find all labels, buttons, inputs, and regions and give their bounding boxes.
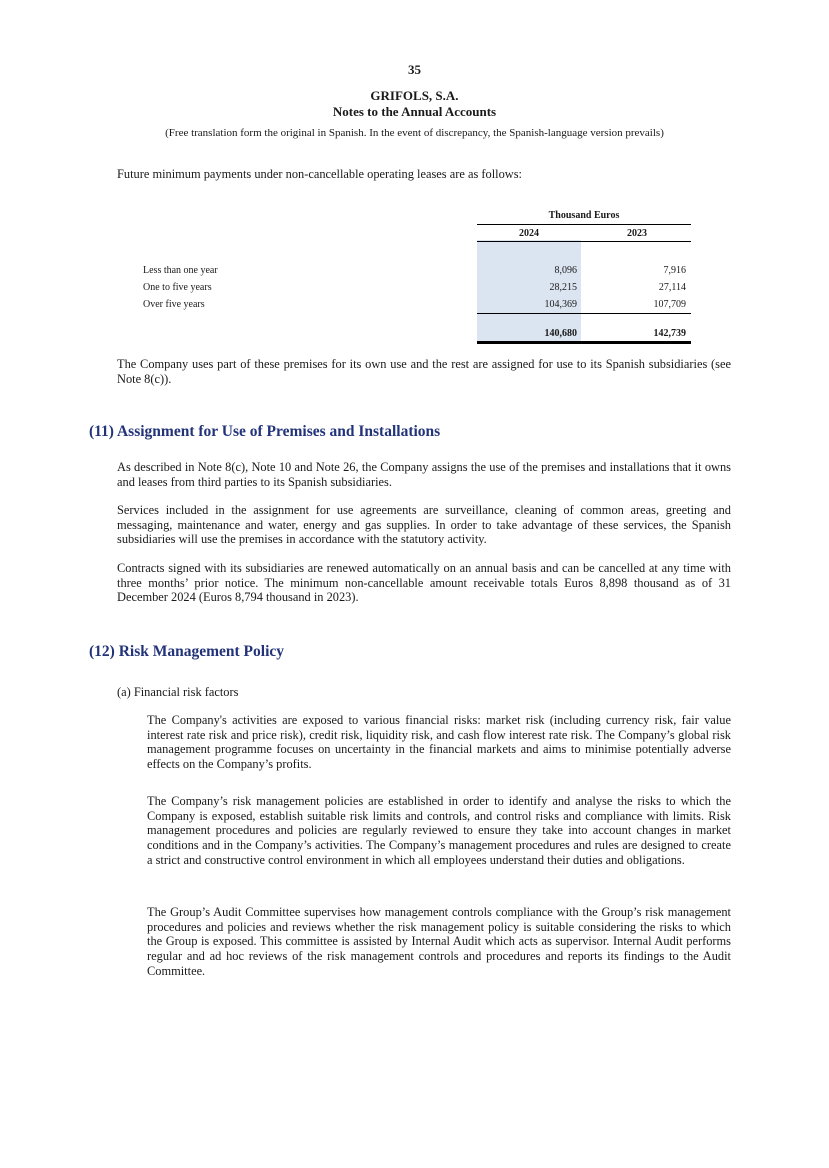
section-11-paragraph: Services included in the assignment for use agreements are surveillance, cleaning of common areas, greeting and messaging, maintenance and water, energy and gas supplies. In order to take advantage of these services, the Spanish subsidiaries will use the premises in accordance with the statutory activity. bbox=[117, 503, 731, 547]
table-cell: 104,369 bbox=[544, 299, 577, 310]
table-row-label: Less than one year bbox=[143, 265, 218, 276]
translation-disclaimer: (Free translation form the original in Spanish. In the event of discrepancy, the Spanish-language version prevails) bbox=[165, 127, 664, 139]
section-12-paragraph: The Company's activities are exposed to various financial risks: market risk (including currency risk, fair value interest rate risk and price risk), credit risk, liquidity risk, and cash flow interest rate risk. The Company’s global risk management programme focuses on uncertainty in the financial markets and aims to minimise potentially adverse effects on the Company’s profits. bbox=[147, 713, 731, 772]
section-11-heading: (11) Assignment for Use of Premises and Installations bbox=[89, 423, 441, 440]
table-rule bbox=[477, 313, 691, 314]
table-cell: 107,709 bbox=[653, 299, 686, 310]
table-row-label: One to five years bbox=[143, 282, 212, 293]
section-11-paragraph: Contracts signed with its subsidiaries are renewed automatically on an annual basis and can be cancelled at any time with three months’ prior notice. The minimum non-cancellable amount receivable totals Euros 8,898 thousand as of 31 December 2024 (Euros 8,794 thousand in 2023). bbox=[117, 561, 731, 605]
lease-intro: Future minimum payments under non-cancellable operating leases are as follows: bbox=[117, 167, 522, 181]
after-table-paragraph: The Company uses part of these premises for its own use and the rest are assigned for use to its Spanish subsidiaries (see Note 8(c)). bbox=[117, 357, 731, 386]
table-rule bbox=[477, 224, 691, 225]
table-row-label: Over five years bbox=[143, 299, 205, 310]
page-number: 35 bbox=[408, 62, 421, 77]
table-cell: 28,215 bbox=[549, 282, 577, 293]
table-unit-header: Thousand Euros bbox=[548, 210, 620, 221]
document-subtitle: Notes to the Annual Accounts bbox=[332, 104, 497, 119]
section-12-paragraph: The Company’s risk management policies are established in order to identify and analyse the risks to which the Company is exposed, establish suitable risk limits and controls, and control risks and compliance with limits. Risk management procedures and policies are regularly reviewed to ensure they take into account changes in market conditions and in the Company’s activities. The Company’s management procedures and rules are designed to create a strict and constructive control environment in which all employees understand their duties and obligations. bbox=[147, 794, 731, 867]
table-total-cell: 142,739 bbox=[653, 328, 686, 339]
company-name: GRIFOLS, S.A. bbox=[370, 88, 459, 103]
table-total-cell: 140,680 bbox=[544, 328, 577, 339]
section-12-heading: (12) Risk Management Policy bbox=[89, 643, 285, 660]
table-total-double-rule bbox=[477, 341, 691, 344]
table-rule bbox=[477, 241, 691, 242]
section-11-paragraph: As described in Note 8(c), Note 10 and Note 26, the Company assigns the use of the premises and installations that it owns and leases from third parties to its Spanish subsidiaries. bbox=[117, 460, 731, 489]
table-cell: 27,114 bbox=[658, 282, 686, 293]
section-12-paragraph: The Group’s Audit Committee supervises how management controls compliance with the Group’s risk management procedures and policies and reviews whether the risk management policy is suitable considering the risks to which the Group is exposed. This committee is assisted by Internal Audit which acts as supervisor. Internal Audit performs regular and ad hoc reviews of the risk management controls and procedures and reports its findings to the Audit Committee. bbox=[147, 905, 731, 978]
table-cell: 8,096 bbox=[554, 265, 577, 276]
column-header-2024: 2024 bbox=[519, 228, 539, 239]
column-header-2023: 2023 bbox=[627, 228, 647, 239]
table-cell: 7,916 bbox=[663, 265, 686, 276]
section-12-subheading: (a) Financial risk factors bbox=[117, 685, 239, 699]
